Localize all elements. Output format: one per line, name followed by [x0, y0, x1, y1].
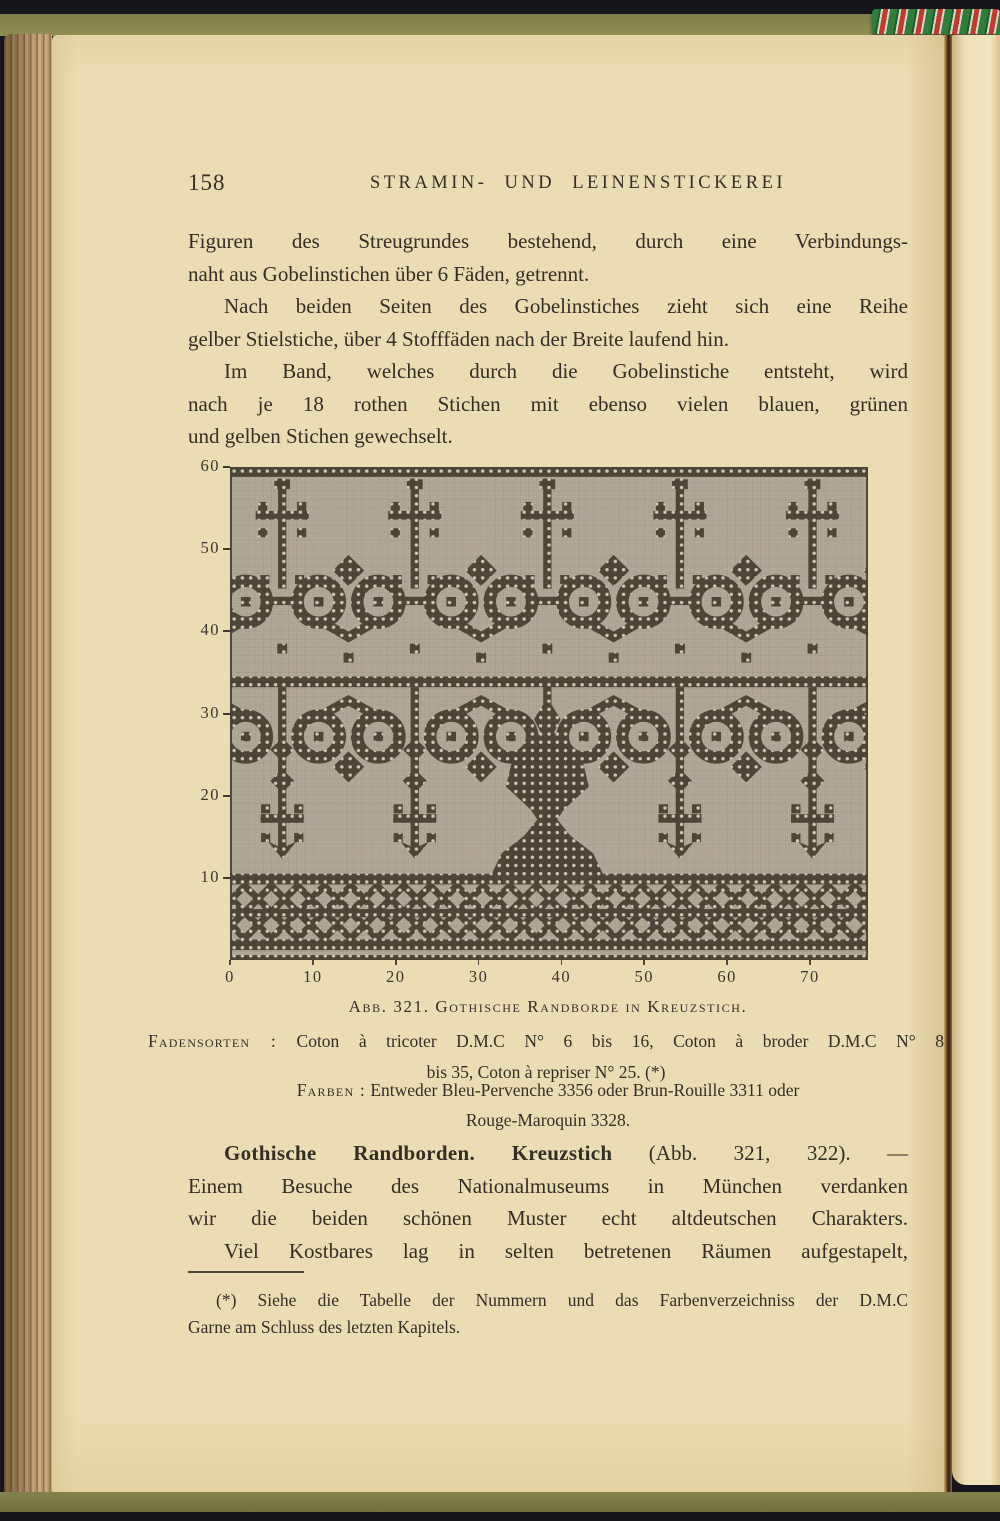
- x-axis-tick: [726, 960, 728, 965]
- x-axis-tick: [643, 960, 645, 965]
- book-cover-edge-bottom: [0, 1492, 1000, 1512]
- y-axis-label: 60: [200, 456, 220, 475]
- x-axis-tick: [395, 960, 397, 965]
- cross-stitch-chart: [230, 467, 868, 960]
- y-axis-tick: [223, 795, 230, 797]
- page-edges-left: [4, 34, 52, 1496]
- text-line: Einem Besuche des Nationalmuseums in München verdanken: [188, 1173, 908, 1198]
- colors-note: [188, 1075, 908, 1135]
- farben-line1: [188, 1075, 908, 1105]
- headband-decoration: [872, 9, 1000, 34]
- footnote-rule: [188, 1271, 304, 1273]
- x-axis-label: 20: [385, 967, 406, 986]
- y-axis-tick: [223, 630, 230, 632]
- running-head: [188, 168, 908, 198]
- text-line: nach je 18 rothen Stichen mit ebenso vielen blauen, grünen: [188, 391, 908, 416]
- text-line: naht aus Gobelinstichen über 6 Fäden, getrennt.: [188, 261, 590, 286]
- thread-types-line2: bis 35, Coton à repriser N° 25. (*): [426, 1062, 666, 1082]
- page-gutter-shadow: [944, 35, 952, 1495]
- text-line: und gelben Stichen gewechselt.: [188, 424, 453, 448]
- text-line: Im Band, welches durch die Gobelinstiche entsteht, wird: [224, 359, 908, 383]
- text-line: Viel Kostbares lag in selten betretenen Räumen aufgestapelt,: [224, 1238, 908, 1263]
- farben-text: Entweder Bleu-Pervenche 3356 oder Brun-Rouille 3311 oder: [365, 1080, 800, 1100]
- text-line: Nach beiden Seiten des Gobelinstiches zieht sich eine Reihe: [224, 294, 908, 318]
- farben-line2: Rouge-Maroquin 3328.: [465, 1110, 631, 1130]
- fadensorten-text: Coton à tricoter D.M.C N° 6 bis 16, Coton à broder D.M.C N° 8: [277, 1031, 944, 1051]
- y-axis-label: 10: [200, 866, 220, 886]
- text-line: wir die beiden schönen Muster echt altdeutschen Charakters.: [188, 1206, 908, 1230]
- page-number: 158: [188, 170, 226, 195]
- y-axis-label: 30: [200, 702, 220, 722]
- x-axis-label: 70: [800, 967, 820, 986]
- x-axis-label: 40: [551, 967, 572, 986]
- figure-caption: Abb. 321. Gothische Randborde in Kreuzstich.: [348, 997, 748, 1016]
- figure-abb-321: [52, 456, 944, 1012]
- text-line: Gothische Randborden. Kreuzstich (Abb. 321, 322). —: [224, 1141, 909, 1165]
- text-line: Garne am Schluss des letzten Kapitels.: [188, 1316, 461, 1337]
- body-text-bottom: [188, 1137, 908, 1267]
- x-axis-tick: [561, 960, 563, 965]
- text-line: (*) Siehe die Tabelle der Nummern und das Farbenverzeichniss der D.M.C: [216, 1290, 908, 1310]
- y-axis-tick: [223, 877, 230, 879]
- chart-area: [230, 467, 868, 960]
- running-title: STRAMIN- UND LEINENSTICKEREI: [369, 173, 787, 193]
- fadensorten-label: Fadensorten :: [148, 1031, 277, 1051]
- text-line: Figuren des Streugrundes bestehend, durch eine Verbindungs-: [188, 229, 908, 253]
- y-axis-label: 50: [200, 538, 220, 558]
- text-line: gelber Stielstiche, über 4 Stofffäden nach der Breite laufend hin.: [188, 326, 729, 351]
- x-axis-label: 50: [634, 967, 655, 986]
- x-axis-tick: [809, 960, 811, 965]
- y-axis-tick: [223, 713, 230, 715]
- body-text-top: [188, 225, 908, 453]
- y-axis-label: 40: [200, 620, 220, 640]
- x-axis-tick: [312, 960, 314, 965]
- footnote-text: [188, 1287, 908, 1340]
- farben-label: Farben :: [296, 1080, 366, 1100]
- y-axis-label: 20: [200, 784, 220, 804]
- x-axis-label: 30: [468, 967, 489, 986]
- book-page: [52, 35, 944, 1495]
- thread-types-line1: [148, 1026, 944, 1057]
- x-axis-tick: [478, 960, 480, 965]
- y-axis-tick: [223, 548, 230, 550]
- y-axis-tick: [223, 466, 230, 468]
- x-axis-label: 10: [303, 967, 323, 986]
- x-axis-label: 0: [225, 967, 235, 986]
- x-axis-label: 60: [717, 967, 737, 986]
- adjacent-page-edge: [952, 35, 1000, 1485]
- book-cover-edge-top: [0, 14, 1000, 36]
- x-axis-tick: [229, 960, 231, 965]
